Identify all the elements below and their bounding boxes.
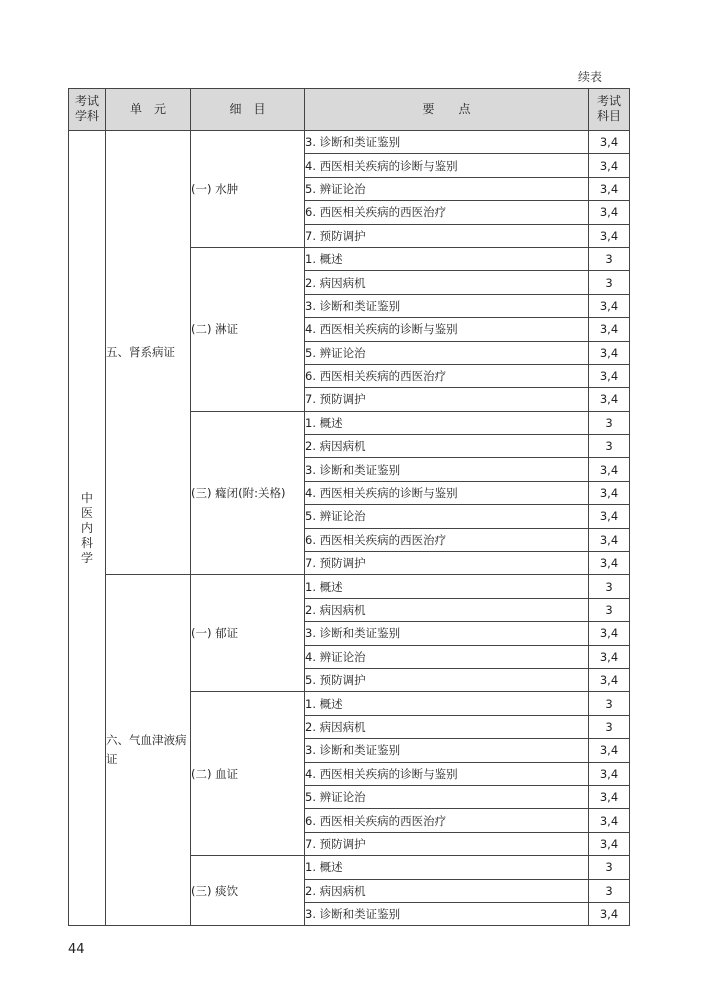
point-cell: 2. 病因病机 xyxy=(305,879,589,902)
point-cell: 1. 概述 xyxy=(305,411,589,434)
point-cell: 1. 概述 xyxy=(305,575,589,598)
point-cell: 2. 病因病机 xyxy=(305,598,589,621)
code-cell: 3,4 xyxy=(589,154,630,177)
code-cell: 3,4 xyxy=(589,902,630,925)
code-cell: 3,4 xyxy=(589,528,630,551)
point-cell: 7. 预防调护 xyxy=(305,224,589,247)
code-cell: 3,4 xyxy=(589,552,630,575)
header-code: 考试科目 xyxy=(589,89,630,131)
continued-label: 续表 xyxy=(578,70,603,84)
code-cell: 3,4 xyxy=(589,762,630,785)
point-cell: 5. 辨证论治 xyxy=(305,505,589,528)
code-cell: 3,4 xyxy=(589,388,630,411)
code-cell: 3 xyxy=(589,271,630,294)
point-cell: 4. 西医相关疾病的诊断与鉴别 xyxy=(305,154,589,177)
code-cell: 3,4 xyxy=(589,645,630,668)
code-cell: 3 xyxy=(589,435,630,458)
code-cell: 3 xyxy=(589,715,630,738)
header-item: 细 目 xyxy=(191,89,305,131)
point-cell: 1. 概述 xyxy=(305,692,589,715)
point-cell: 7. 预防调护 xyxy=(305,388,589,411)
code-cell: 3 xyxy=(589,856,630,879)
header-points: 要 点 xyxy=(305,89,589,131)
code-cell: 3,4 xyxy=(589,809,630,832)
header-subject: 考试学科 xyxy=(69,89,106,131)
point-cell: 2. 病因病机 xyxy=(305,435,589,458)
code-cell: 3,4 xyxy=(589,622,630,645)
point-cell: 1. 概述 xyxy=(305,247,589,270)
code-cell: 3,4 xyxy=(589,318,630,341)
point-cell: 5. 辨证论治 xyxy=(305,785,589,808)
item-cell: (三) 癃闭(附:关格) xyxy=(191,411,305,575)
code-cell: 3 xyxy=(589,598,630,621)
unit-cell: 五、肾系病证 xyxy=(106,131,191,575)
item-cell: (三) 痰饮 xyxy=(191,856,305,926)
point-cell: 7. 预防调护 xyxy=(305,552,589,575)
point-cell: 3. 诊断和类证鉴别 xyxy=(305,902,589,925)
point-cell: 3. 诊断和类证鉴别 xyxy=(305,294,589,317)
code-cell: 3 xyxy=(589,575,630,598)
point-cell: 6. 西医相关疾病的西医治疗 xyxy=(305,364,589,387)
code-cell: 3 xyxy=(589,247,630,270)
point-cell: 4. 辨证论治 xyxy=(305,645,589,668)
point-cell: 6. 西医相关疾病的西医治疗 xyxy=(305,809,589,832)
table-header-row xyxy=(69,89,630,131)
item-cell: (一) 郁证 xyxy=(191,575,305,692)
point-cell: 3. 诊断和类证鉴别 xyxy=(305,622,589,645)
point-cell: 3. 诊断和类证鉴别 xyxy=(305,131,589,154)
subject-label: 中医内科学 xyxy=(80,490,93,565)
code-cell: 3 xyxy=(589,411,630,434)
header-unit: 单 元 xyxy=(106,89,191,131)
point-cell: 7. 预防调护 xyxy=(305,832,589,855)
code-cell: 3,4 xyxy=(589,364,630,387)
code-cell: 3,4 xyxy=(589,294,630,317)
point-cell: 5. 辨证论治 xyxy=(305,177,589,200)
unit-cell: 六、气血津液病证 xyxy=(106,575,191,926)
code-cell: 3,4 xyxy=(589,224,630,247)
code-cell: 3,4 xyxy=(589,739,630,762)
code-cell: 3,4 xyxy=(589,832,630,855)
code-cell: 3,4 xyxy=(589,131,630,154)
point-cell: 6. 西医相关疾病的西医治疗 xyxy=(305,528,589,551)
table-row xyxy=(69,575,630,598)
point-cell: 3. 诊断和类证鉴别 xyxy=(305,739,589,762)
point-cell: 2. 病因病机 xyxy=(305,271,589,294)
point-cell: 5. 辨证论治 xyxy=(305,341,589,364)
item-cell: (二) 淋证 xyxy=(191,247,305,411)
syllabus-table xyxy=(68,88,630,926)
item-cell: (二) 血证 xyxy=(191,692,305,856)
code-cell: 3,4 xyxy=(589,505,630,528)
page-number: 44 xyxy=(68,942,85,957)
code-cell: 3,4 xyxy=(589,481,630,504)
point-cell: 6. 西医相关疾病的西医治疗 xyxy=(305,201,589,224)
point-cell: 4. 西医相关疾病的诊断与鉴别 xyxy=(305,318,589,341)
point-cell: 4. 西医相关疾病的诊断与鉴别 xyxy=(305,762,589,785)
code-cell: 3,4 xyxy=(589,177,630,200)
point-cell: 3. 诊断和类证鉴别 xyxy=(305,458,589,481)
code-cell: 3 xyxy=(589,692,630,715)
code-cell: 3,4 xyxy=(589,458,630,481)
point-cell: 2. 病因病机 xyxy=(305,715,589,738)
point-cell: 1. 概述 xyxy=(305,856,589,879)
code-cell: 3,4 xyxy=(589,785,630,808)
subject-cell xyxy=(69,131,106,926)
code-cell: 3,4 xyxy=(589,668,630,691)
item-cell: (一) 水肿 xyxy=(191,131,305,248)
code-cell: 3,4 xyxy=(589,201,630,224)
table-row xyxy=(69,131,630,154)
point-cell: 5. 预防调护 xyxy=(305,668,589,691)
code-cell: 3,4 xyxy=(589,341,630,364)
point-cell: 4. 西医相关疾病的诊断与鉴别 xyxy=(305,481,589,504)
code-cell: 3 xyxy=(589,879,630,902)
